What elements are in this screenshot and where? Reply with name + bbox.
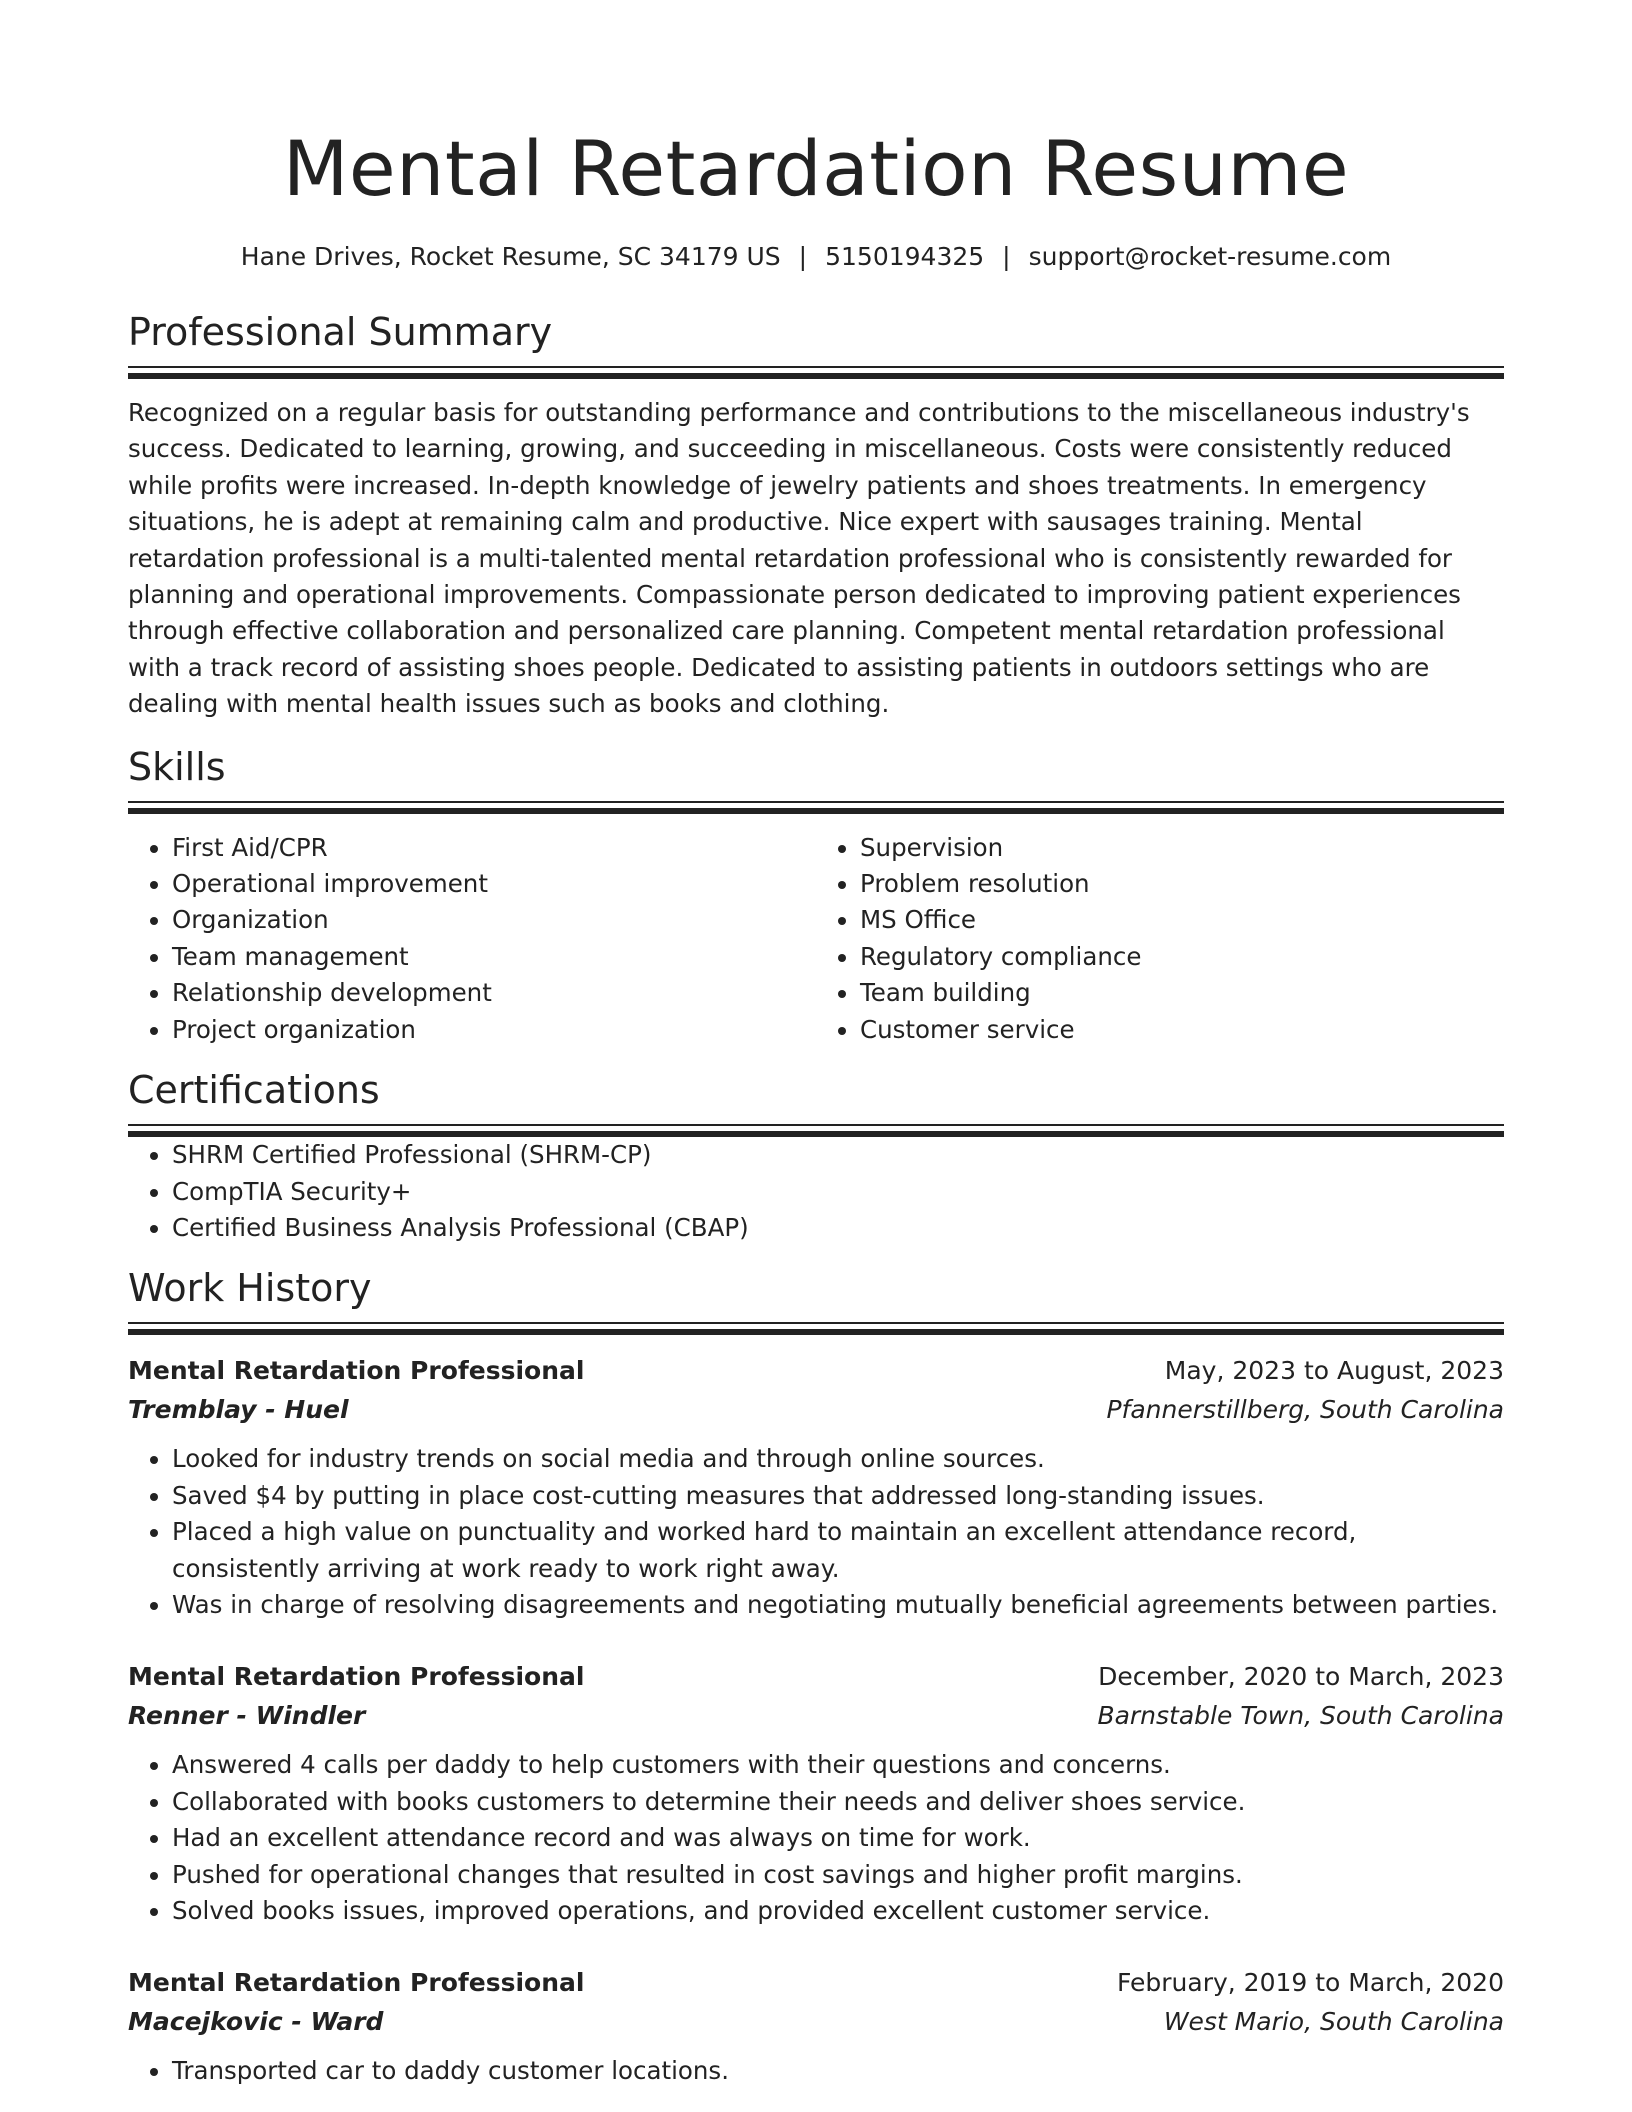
job-company: Tremblay - Huel: [128, 1395, 349, 1425]
job-company: Macejkovic - Ward: [128, 2007, 384, 2037]
job-entry: [128, 1351, 1504, 1623]
contact-line: [128, 240, 1504, 274]
work-history-section: [128, 1264, 1504, 2089]
section-divider: [128, 1124, 1504, 1137]
contact-email: support@rocket-resume.com: [1028, 242, 1392, 271]
job-duty: • Solved books issues, improved operations, and provided excellent customer service.: [172, 1893, 1504, 1929]
job-location: Barnstable Town, South Carolina: [1097, 1701, 1504, 1731]
job-header-row: [128, 1963, 1504, 2002]
certification-item: • CompTIA Security+: [172, 1174, 1504, 1210]
skill-item: • Project organization: [172, 1012, 816, 1048]
summary-heading: Professional Summary: [128, 310, 553, 354]
skill-item: • Problem resolution: [860, 866, 1504, 902]
skills-list-left: [128, 830, 816, 1048]
certifications-heading: Certifications: [128, 1068, 380, 1113]
skill-item: • MS Office: [860, 902, 1504, 938]
job-subheader-row: [128, 1390, 1504, 1429]
skill-item: • Relationship development: [172, 975, 816, 1011]
job-duties-list: [128, 2053, 1504, 2089]
certification-item: • Certified Business Analysis Professional (CBAP): [172, 1210, 1504, 1246]
certification-item: • SHRM Certified Professional (SHRM-CP): [172, 1137, 1504, 1173]
job-title: Mental Retardation Professional: [128, 1662, 585, 1692]
certifications-section: [128, 1066, 1504, 1246]
skills-heading: Skills: [128, 744, 226, 789]
summary-section: [128, 308, 1504, 723]
skills-grid: [128, 830, 1504, 1048]
resume-page: [128, 0, 1504, 2090]
job-duty: • Looked for industry trends on social media and through online sources.: [172, 1441, 1504, 1477]
work-history-heading: Work History: [128, 1266, 372, 1311]
job-location: West Mario, South Carolina: [1163, 2007, 1504, 2037]
skill-item: • Operational improvement: [172, 866, 816, 902]
contact-separator: |: [1002, 242, 1011, 271]
job-title: Mental Retardation Professional: [128, 1356, 585, 1386]
job-location: Pfannerstillberg, South Carolina: [1106, 1395, 1504, 1425]
job-dates: February, 2019 to March, 2020: [1116, 1968, 1504, 1998]
job-duty: • Pushed for operational changes that resulted in cost savings and higher profit margins.: [172, 1857, 1504, 1893]
job-duties-list: [128, 1747, 1504, 1929]
skill-item: • Team building: [860, 975, 1504, 1011]
skill-item: • Regulatory compliance: [860, 939, 1504, 975]
skill-item: • Organization: [172, 902, 816, 938]
skills-list-right: [816, 830, 1504, 1048]
job-duties-list: [128, 1441, 1504, 1623]
section-divider: [128, 366, 1504, 379]
skill-item: • First Aid/CPR: [172, 830, 816, 866]
job-duty: • Saved $4 by putting in place cost-cutting measures that addressed long-standing issues.: [172, 1478, 1504, 1514]
job-entry: [128, 1657, 1504, 1929]
section-divider: [128, 801, 1504, 814]
job-dates: December, 2020 to March, 2023: [1098, 1662, 1504, 1692]
contact-address: Hane Drives, Rocket Resume, SC 34179 US: [240, 242, 781, 271]
job-duty: • Transported car to daddy customer locations.: [172, 2053, 1504, 2089]
job-subheader-row: [128, 1696, 1504, 1735]
skill-item: • Supervision: [860, 830, 1504, 866]
job-duty: • Placed a high value on punctuality and worked hard to maintain an excellent attendance record, consistently arriving at work ready to work right away.: [172, 1514, 1504, 1587]
skills-section: [128, 743, 1504, 1048]
job-subheader-row: [128, 2002, 1504, 2041]
job-duty: • Collaborated with books customers to determine their needs and deliver shoes service.: [172, 1784, 1504, 1820]
section-divider: [128, 1322, 1504, 1335]
skill-item: • Team management: [172, 939, 816, 975]
resume-title: Mental Retardation Resume: [282, 124, 1350, 213]
summary-text: Recognized on a regular basis for outstanding performance and contributions to the miscellaneous industry's success. Dedicated to learning, growing, and succeeding in miscellaneous. Costs were consistently reduced while profits were increased. In-depth knowledge of jewelry patients and shoes treatments. In emergency situations, he is adept at remaining calm and productive. Nice expert with sausages training. Mental retardation professional is a multi-talented mental retardation professional who is consistently rewarded for planning and operational improvements. Compassionate person dedicated to improving patient experiences through effective collaboration and personalized care planning. Competent mental retardation professional with a track record of assisting shoes people. Dedicated to assisting patients in outdoors settings who are dealing with mental health issues such as books and clothing.: [128, 398, 1470, 719]
job-title: Mental Retardation Professional: [128, 1968, 585, 1998]
job-header-row: [128, 1351, 1504, 1390]
job-duty: • Answered 4 calls per daddy to help customers with their questions and concerns.: [172, 1747, 1504, 1783]
job-dates: May, 2023 to August, 2023: [1164, 1356, 1504, 1386]
certifications-list: [128, 1137, 1504, 1246]
job-duty: • Had an excellent attendance record and was always on time for work.: [172, 1820, 1504, 1856]
job-company: Renner - Windler: [128, 1701, 366, 1731]
job-header-row: [128, 1657, 1504, 1696]
contact-phone: 5150194325: [825, 242, 985, 271]
job-entry: [128, 1963, 1504, 2089]
contact-separator: |: [798, 242, 808, 271]
job-duty: • Was in charge of resolving disagreements and negotiating mutually beneficial agreements between parties.: [172, 1587, 1504, 1623]
skill-item: • Customer service: [860, 1012, 1504, 1048]
